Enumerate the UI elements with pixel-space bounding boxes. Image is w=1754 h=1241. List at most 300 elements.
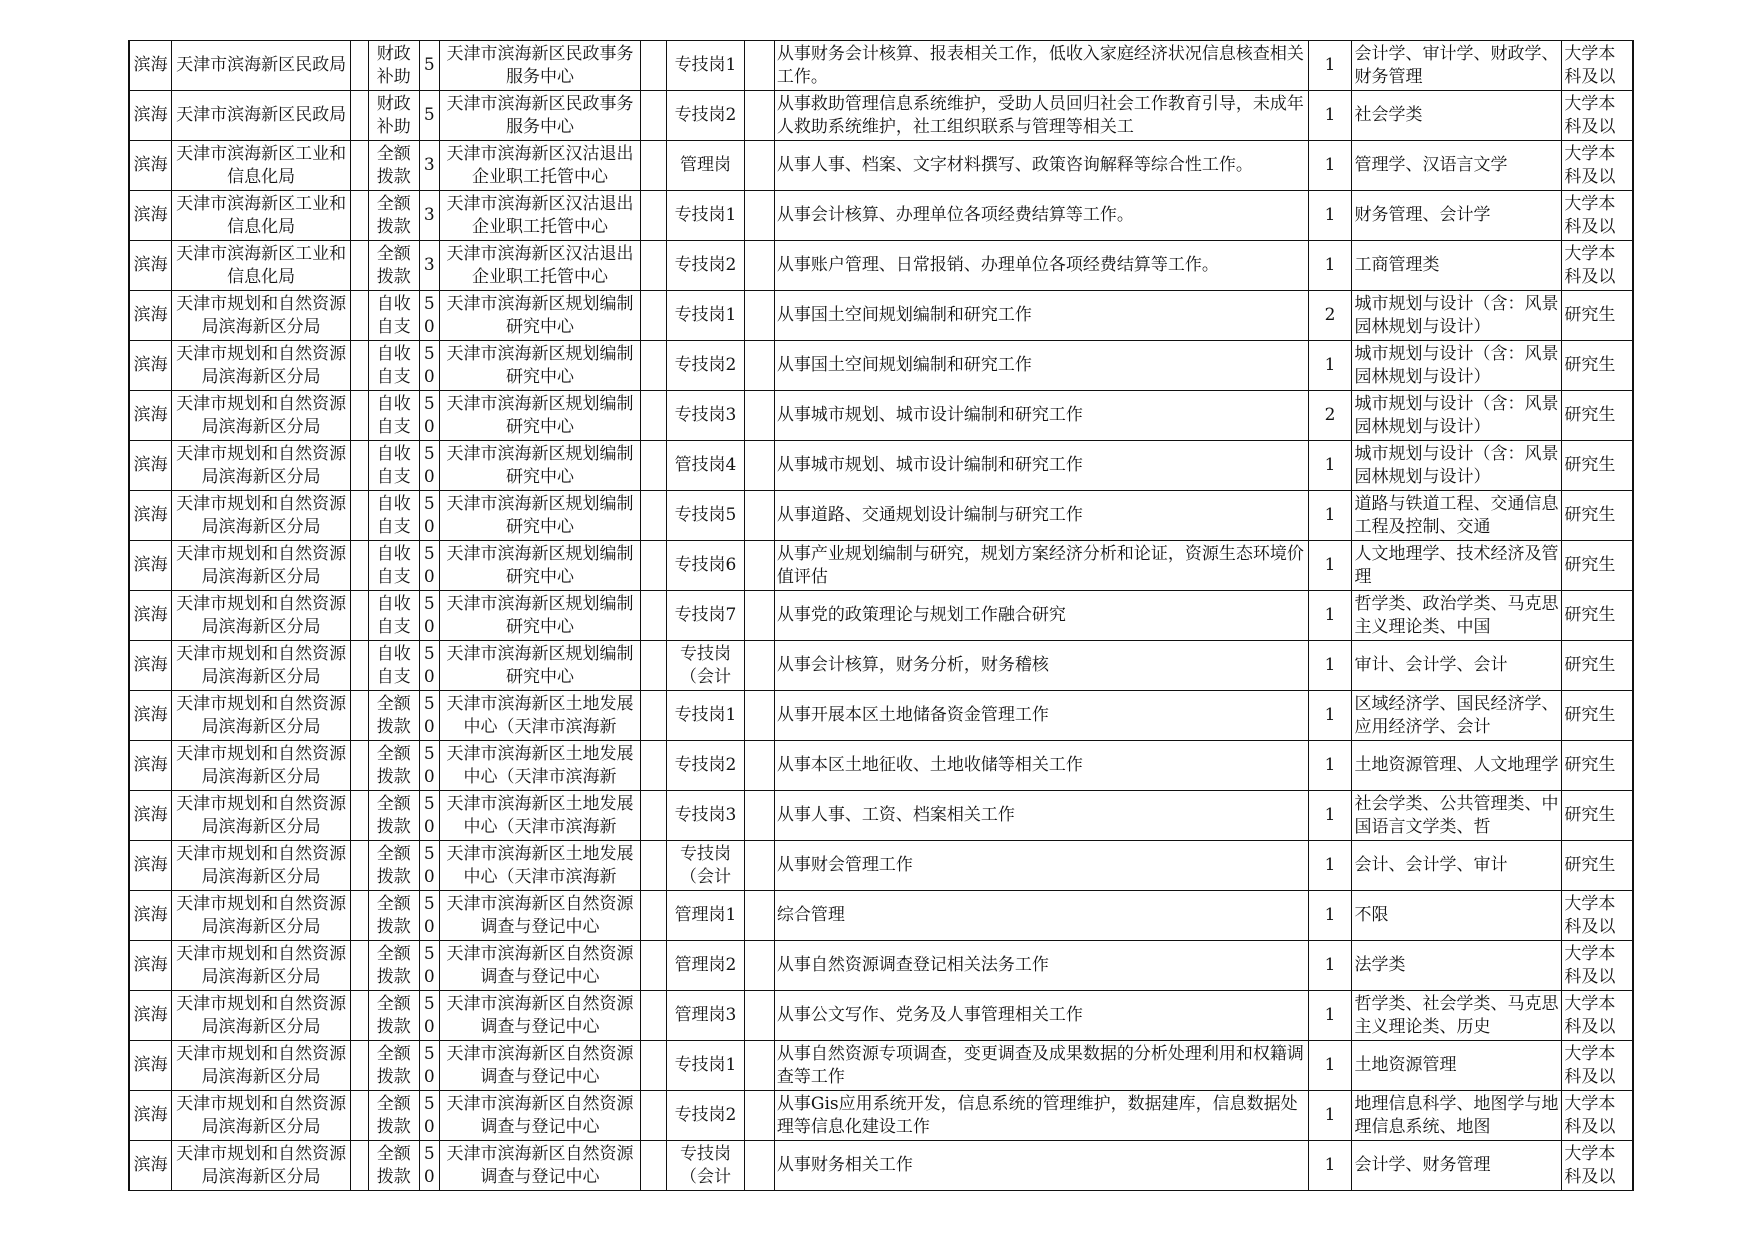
hire-count-cell bbox=[1308, 91, 1352, 141]
district-cell bbox=[129, 241, 172, 291]
funding-type-cell bbox=[368, 391, 419, 441]
education-text: 大学本科及以 bbox=[1564, 993, 1616, 1037]
table-row bbox=[129, 891, 1633, 941]
department-cell bbox=[172, 191, 351, 241]
duty-description-cell bbox=[774, 391, 1308, 441]
duty-description-cell bbox=[774, 991, 1308, 1041]
district-cell bbox=[129, 41, 172, 91]
employer-unit-cell bbox=[439, 891, 641, 941]
spacer-cell bbox=[744, 691, 774, 741]
post-name-cell bbox=[667, 341, 744, 391]
education-text: 研究生 bbox=[1564, 305, 1616, 325]
hire-count-cell bbox=[1308, 691, 1352, 741]
department-cell bbox=[172, 891, 351, 941]
hire-count-cell bbox=[1308, 741, 1352, 791]
unit-code-cell bbox=[419, 341, 439, 391]
major-requirement-cell bbox=[1352, 891, 1562, 941]
district-cell bbox=[129, 891, 172, 941]
major-requirement-text: 社会学类 bbox=[1354, 105, 1423, 125]
education-text: 大学本科及以 bbox=[1564, 1143, 1616, 1187]
employer-unit-text: 天津市滨海新区自然资源调查与登记中心 bbox=[446, 943, 634, 987]
department-cell bbox=[172, 1141, 351, 1191]
employer-unit-cell bbox=[439, 791, 641, 841]
employer-unit-text: 天津市滨海新区汉沽退出企业职工托管中心 bbox=[446, 193, 634, 237]
department-text: 天津市规划和自然资源局滨海新区分局 bbox=[176, 293, 347, 337]
table-row bbox=[129, 141, 1633, 191]
funding-type-text: 财政补助 bbox=[376, 43, 411, 87]
funding-type-cell bbox=[368, 691, 419, 741]
unit-code-text: 50 bbox=[423, 393, 435, 437]
spacer-cell bbox=[744, 741, 774, 791]
blank-cell bbox=[350, 1041, 368, 1091]
spacer-cell bbox=[641, 191, 667, 241]
unit-code-cell bbox=[419, 691, 439, 741]
hire-count-cell bbox=[1308, 591, 1352, 641]
duty-description-text: 从事会计核算，财务分析，财务稽核 bbox=[776, 655, 1049, 675]
department-cell bbox=[172, 241, 351, 291]
education-cell bbox=[1562, 1091, 1633, 1141]
funding-type-text: 自收自支 bbox=[376, 543, 411, 587]
major-requirement-cell bbox=[1352, 91, 1562, 141]
funding-type-cell bbox=[368, 1041, 419, 1091]
department-cell bbox=[172, 341, 351, 391]
spacer-cell bbox=[641, 791, 667, 841]
employer-unit-cell bbox=[439, 541, 641, 591]
hire-count-text: 1 bbox=[1324, 55, 1336, 75]
funding-type-text: 全额拨款 bbox=[376, 143, 411, 187]
funding-type-cell bbox=[368, 1141, 419, 1191]
employer-unit-cell bbox=[439, 841, 641, 891]
post-name-cell bbox=[667, 1091, 744, 1141]
department-cell bbox=[172, 841, 351, 891]
hire-count-text: 1 bbox=[1324, 1105, 1336, 1125]
table-row bbox=[129, 691, 1633, 741]
post-name-text: 管理岗 bbox=[679, 155, 731, 175]
hire-count-text: 1 bbox=[1324, 805, 1336, 825]
education-cell bbox=[1562, 1041, 1633, 1091]
employer-unit-cell bbox=[439, 491, 641, 541]
unit-code-text: 3 bbox=[423, 155, 435, 175]
unit-code-cell bbox=[419, 191, 439, 241]
unit-code-cell bbox=[419, 941, 439, 991]
spacer-cell bbox=[744, 641, 774, 691]
education-text: 研究生 bbox=[1564, 355, 1616, 375]
education-text: 大学本科及以 bbox=[1564, 193, 1616, 237]
employer-unit-cell bbox=[439, 391, 641, 441]
post-name-text: 专技岗2 bbox=[674, 255, 737, 275]
duty-description-cell bbox=[774, 191, 1308, 241]
unit-code-cell bbox=[419, 241, 439, 291]
employer-unit-text: 天津市滨海新区规划编制研究中心 bbox=[446, 493, 634, 537]
blank-cell bbox=[350, 1091, 368, 1141]
table-row bbox=[129, 741, 1633, 791]
hire-count-text: 1 bbox=[1324, 1155, 1336, 1175]
department-text: 天津市滨海新区民政局 bbox=[176, 55, 347, 75]
department-text: 天津市规划和自然资源局滨海新区分局 bbox=[176, 543, 347, 587]
district-cell bbox=[129, 741, 172, 791]
district-cell bbox=[129, 791, 172, 841]
funding-type-text: 全额拨款 bbox=[376, 743, 411, 787]
funding-type-cell bbox=[368, 41, 419, 91]
blank-cell bbox=[350, 841, 368, 891]
post-name-cell bbox=[667, 391, 744, 441]
hire-count-cell bbox=[1308, 191, 1352, 241]
department-text: 天津市规划和自然资源局滨海新区分局 bbox=[176, 743, 347, 787]
major-requirement-cell bbox=[1352, 391, 1562, 441]
hire-count-text: 1 bbox=[1324, 505, 1336, 525]
education-text: 研究生 bbox=[1564, 455, 1616, 475]
district-text: 滨海 bbox=[133, 805, 168, 825]
blank-cell bbox=[350, 541, 368, 591]
unit-code-cell bbox=[419, 491, 439, 541]
unit-code-text: 50 bbox=[423, 1043, 435, 1087]
major-requirement-cell bbox=[1352, 1141, 1562, 1191]
education-cell bbox=[1562, 391, 1633, 441]
duty-description-text: 从事党的政策理论与规划工作融合研究 bbox=[776, 605, 1066, 625]
spacer-cell bbox=[744, 1091, 774, 1141]
blank-cell bbox=[350, 241, 368, 291]
funding-type-text: 全额拨款 bbox=[376, 943, 411, 987]
employer-unit-cell bbox=[439, 641, 641, 691]
district-text: 滨海 bbox=[133, 705, 168, 725]
major-requirement-text: 会计、会计学、审计 bbox=[1354, 855, 1508, 875]
post-name-text: 专技岗1 bbox=[674, 305, 737, 325]
spacer-cell bbox=[641, 441, 667, 491]
duty-description-text: 从事公文写作、党务及人事管理相关工作 bbox=[776, 1005, 1083, 1025]
unit-code-cell bbox=[419, 441, 439, 491]
post-name-cell bbox=[667, 291, 744, 341]
major-requirement-cell bbox=[1352, 1091, 1562, 1141]
spacer-cell bbox=[744, 541, 774, 591]
department-cell bbox=[172, 741, 351, 791]
major-requirement-text: 区域经济学、国民经济学、应用经济学、会计 bbox=[1354, 693, 1559, 737]
funding-type-text: 自收自支 bbox=[376, 643, 411, 687]
district-cell bbox=[129, 191, 172, 241]
duty-description-text: 从事城市规划、城市设计编制和研究工作 bbox=[776, 455, 1083, 475]
district-cell bbox=[129, 491, 172, 541]
duty-description-cell bbox=[774, 491, 1308, 541]
hire-count-cell bbox=[1308, 341, 1352, 391]
table-row bbox=[129, 91, 1633, 141]
department-text: 天津市规划和自然资源局滨海新区分局 bbox=[176, 493, 347, 537]
spacer-cell bbox=[641, 41, 667, 91]
employer-unit-cell bbox=[439, 591, 641, 641]
department-text: 天津市规划和自然资源局滨海新区分局 bbox=[176, 693, 347, 737]
unit-code-cell bbox=[419, 641, 439, 691]
post-name-text: 专技岗2 bbox=[674, 755, 737, 775]
funding-type-cell bbox=[368, 991, 419, 1041]
post-name-text: 专技岗（会计 bbox=[679, 843, 731, 887]
unit-code-cell bbox=[419, 841, 439, 891]
major-requirement-text: 社会学类、公共管理类、中国语言文学类、哲 bbox=[1354, 793, 1559, 837]
education-cell bbox=[1562, 541, 1633, 591]
education-text: 研究生 bbox=[1564, 655, 1616, 675]
major-requirement-cell bbox=[1352, 691, 1562, 741]
department-cell bbox=[172, 91, 351, 141]
hire-count-text: 1 bbox=[1324, 355, 1336, 375]
major-requirement-text: 土地资源管理、人文地理学 bbox=[1354, 755, 1559, 775]
funding-type-cell bbox=[368, 841, 419, 891]
major-requirement-cell bbox=[1352, 541, 1562, 591]
major-requirement-text: 城市规划与设计（含：风景园林规划与设计） bbox=[1354, 293, 1559, 337]
unit-code-text: 50 bbox=[423, 693, 435, 737]
hire-count-text: 1 bbox=[1324, 855, 1336, 875]
funding-type-cell bbox=[368, 441, 419, 491]
post-name-text: 专技岗（会计 bbox=[679, 1143, 731, 1187]
education-text: 大学本科及以 bbox=[1564, 243, 1616, 287]
unit-code-text: 5 bbox=[423, 105, 435, 125]
table-row bbox=[129, 1091, 1633, 1141]
department-text: 天津市规划和自然资源局滨海新区分局 bbox=[176, 643, 347, 687]
spacer-cell bbox=[744, 41, 774, 91]
education-cell bbox=[1562, 941, 1633, 991]
post-name-cell bbox=[667, 641, 744, 691]
department-text: 天津市规划和自然资源局滨海新区分局 bbox=[176, 993, 347, 1037]
major-requirement-text: 城市规划与设计（含：风景园林规划与设计） bbox=[1354, 343, 1559, 387]
funding-type-text: 自收自支 bbox=[376, 593, 411, 637]
unit-code-cell bbox=[419, 41, 439, 91]
post-name-text: 专技岗5 bbox=[674, 505, 737, 525]
duty-description-text: 从事财务会计核算、报表相关工作，低收入家庭经济状况信息核查相关工作。 bbox=[776, 43, 1304, 87]
blank-cell bbox=[350, 891, 368, 941]
unit-code-cell bbox=[419, 591, 439, 641]
duty-description-cell bbox=[774, 891, 1308, 941]
education-text: 研究生 bbox=[1564, 705, 1616, 725]
blank-cell bbox=[350, 991, 368, 1041]
duty-description-text: 从事城市规划、城市设计编制和研究工作 bbox=[776, 405, 1083, 425]
duty-description-cell bbox=[774, 341, 1308, 391]
blank-cell bbox=[350, 391, 368, 441]
recruitment-table bbox=[128, 40, 1634, 1191]
spacer-cell bbox=[641, 141, 667, 191]
funding-type-cell bbox=[368, 891, 419, 941]
funding-type-cell bbox=[368, 791, 419, 841]
education-cell bbox=[1562, 291, 1633, 341]
spacer-cell bbox=[641, 591, 667, 641]
duty-description-text: 从事国土空间规划编制和研究工作 bbox=[776, 355, 1032, 375]
hire-count-text: 1 bbox=[1324, 155, 1336, 175]
blank-cell bbox=[350, 591, 368, 641]
major-requirement-cell bbox=[1352, 191, 1562, 241]
blank-cell bbox=[350, 941, 368, 991]
education-text: 研究生 bbox=[1564, 855, 1616, 875]
employer-unit-cell bbox=[439, 991, 641, 1041]
unit-code-cell bbox=[419, 1041, 439, 1091]
district-cell bbox=[129, 341, 172, 391]
funding-type-cell bbox=[368, 491, 419, 541]
spacer-cell bbox=[744, 341, 774, 391]
major-requirement-text: 道路与铁道工程、交通信息工程及控制、交通 bbox=[1354, 493, 1559, 537]
department-text: 天津市规划和自然资源局滨海新区分局 bbox=[176, 393, 347, 437]
funding-type-cell bbox=[368, 591, 419, 641]
employer-unit-cell bbox=[439, 441, 641, 491]
district-text: 滨海 bbox=[133, 1005, 168, 1025]
blank-cell bbox=[350, 641, 368, 691]
employer-unit-text: 天津市滨海新区民政事务服务中心 bbox=[446, 43, 634, 87]
funding-type-text: 全额拨款 bbox=[376, 693, 411, 737]
post-name-text: 管理岗3 bbox=[674, 1005, 737, 1025]
post-name-cell bbox=[667, 791, 744, 841]
spacer-cell bbox=[744, 91, 774, 141]
hire-count-cell bbox=[1308, 541, 1352, 591]
funding-type-text: 全额拨款 bbox=[376, 243, 411, 287]
blank-cell bbox=[350, 41, 368, 91]
post-name-cell bbox=[667, 141, 744, 191]
employer-unit-text: 天津市滨海新区规划编制研究中心 bbox=[446, 643, 634, 687]
employer-unit-text: 天津市滨海新区汉沽退出企业职工托管中心 bbox=[446, 143, 634, 187]
funding-type-cell bbox=[368, 141, 419, 191]
table-row bbox=[129, 41, 1633, 91]
major-requirement-text: 土地资源管理 bbox=[1354, 1055, 1457, 1075]
blank-cell bbox=[350, 191, 368, 241]
department-cell bbox=[172, 791, 351, 841]
spacer-cell bbox=[641, 541, 667, 591]
district-text: 滨海 bbox=[133, 155, 168, 175]
major-requirement-text: 不限 bbox=[1354, 905, 1389, 925]
table-row bbox=[129, 391, 1633, 441]
hire-count-cell bbox=[1308, 641, 1352, 691]
education-text: 大学本科及以 bbox=[1564, 1043, 1616, 1087]
education-text: 研究生 bbox=[1564, 505, 1616, 525]
post-name-text: 专技岗1 bbox=[674, 205, 737, 225]
table-row bbox=[129, 641, 1633, 691]
funding-type-cell bbox=[368, 91, 419, 141]
duty-description-text: 从事国土空间规划编制和研究工作 bbox=[776, 305, 1032, 325]
education-text: 大学本科及以 bbox=[1564, 1093, 1616, 1137]
district-cell bbox=[129, 1141, 172, 1191]
hire-count-text: 2 bbox=[1324, 405, 1336, 425]
funding-type-cell bbox=[368, 191, 419, 241]
spacer-cell bbox=[641, 1091, 667, 1141]
blank-cell bbox=[350, 491, 368, 541]
employer-unit-text: 天津市滨海新区规划编制研究中心 bbox=[446, 543, 634, 587]
employer-unit-text: 天津市滨海新区土地发展中心（天津市滨海新 bbox=[446, 793, 634, 837]
funding-type-cell bbox=[368, 241, 419, 291]
district-cell bbox=[129, 991, 172, 1041]
hire-count-text: 1 bbox=[1324, 255, 1336, 275]
department-cell bbox=[172, 541, 351, 591]
major-requirement-text: 会计学、审计学、财政学、财务管理 bbox=[1354, 43, 1559, 87]
unit-code-text: 3 bbox=[423, 255, 435, 275]
department-cell bbox=[172, 641, 351, 691]
funding-type-text: 自收自支 bbox=[376, 443, 411, 487]
post-name-text: 专技岗2 bbox=[674, 1105, 737, 1125]
education-cell bbox=[1562, 341, 1633, 391]
spacer-cell bbox=[641, 741, 667, 791]
post-name-text: 专技岗2 bbox=[674, 355, 737, 375]
major-requirement-text: 人文地理学、技术经济及管理 bbox=[1354, 543, 1559, 587]
department-cell bbox=[172, 41, 351, 91]
funding-type-cell bbox=[368, 941, 419, 991]
district-text: 滨海 bbox=[133, 305, 168, 325]
blank-cell bbox=[350, 1141, 368, 1191]
major-requirement-cell bbox=[1352, 591, 1562, 641]
hire-count-cell bbox=[1308, 941, 1352, 991]
district-text: 滨海 bbox=[133, 255, 168, 275]
spacer-cell bbox=[641, 641, 667, 691]
funding-type-text: 全额拨款 bbox=[376, 793, 411, 837]
employer-unit-text: 天津市滨海新区规划编制研究中心 bbox=[446, 593, 634, 637]
hire-count-cell bbox=[1308, 841, 1352, 891]
spacer-cell bbox=[641, 391, 667, 441]
spacer-cell bbox=[641, 891, 667, 941]
post-name-text: 专技岗1 bbox=[674, 705, 737, 725]
major-requirement-text: 会计学、财务管理 bbox=[1354, 1155, 1491, 1175]
spacer-cell bbox=[641, 291, 667, 341]
department-cell bbox=[172, 291, 351, 341]
education-text: 大学本科及以 bbox=[1564, 93, 1616, 137]
district-cell bbox=[129, 691, 172, 741]
education-cell bbox=[1562, 591, 1633, 641]
education-text: 研究生 bbox=[1564, 555, 1616, 575]
district-cell bbox=[129, 141, 172, 191]
duty-description-cell bbox=[774, 141, 1308, 191]
employer-unit-text: 天津市滨海新区自然资源调查与登记中心 bbox=[446, 1093, 634, 1137]
department-text: 天津市滨海新区民政局 bbox=[176, 105, 347, 125]
table-row bbox=[129, 791, 1633, 841]
spacer-cell bbox=[744, 591, 774, 641]
employer-unit-cell bbox=[439, 941, 641, 991]
major-requirement-cell bbox=[1352, 741, 1562, 791]
duty-description-text: 从事本区土地征收、土地收储等相关工作 bbox=[776, 755, 1083, 775]
hire-count-text: 1 bbox=[1324, 655, 1336, 675]
unit-code-text: 50 bbox=[423, 943, 435, 987]
hire-count-text: 1 bbox=[1324, 705, 1336, 725]
post-name-text: 专技岗6 bbox=[674, 555, 737, 575]
duty-description-text: 综合管理 bbox=[776, 905, 845, 925]
post-name-cell bbox=[667, 841, 744, 891]
spacer-cell bbox=[641, 991, 667, 1041]
employer-unit-text: 天津市滨海新区自然资源调查与登记中心 bbox=[446, 893, 634, 937]
unit-code-cell bbox=[419, 891, 439, 941]
spacer-cell bbox=[744, 441, 774, 491]
education-cell bbox=[1562, 841, 1633, 891]
district-cell bbox=[129, 941, 172, 991]
employer-unit-cell bbox=[439, 141, 641, 191]
education-cell bbox=[1562, 691, 1633, 741]
department-text: 天津市滨海新区工业和信息化局 bbox=[176, 143, 347, 187]
duty-description-text: 从事人事、档案、文字材料撰写、政策咨询解释等综合性工作。 bbox=[776, 155, 1253, 175]
table-row bbox=[129, 441, 1633, 491]
employer-unit-cell bbox=[439, 741, 641, 791]
duty-description-text: 从事开展本区土地储备资金管理工作 bbox=[776, 705, 1049, 725]
hire-count-cell bbox=[1308, 141, 1352, 191]
employer-unit-text: 天津市滨海新区规划编制研究中心 bbox=[446, 343, 634, 387]
department-cell bbox=[172, 591, 351, 641]
employer-unit-text: 天津市滨海新区土地发展中心（天津市滨海新 bbox=[446, 743, 634, 787]
duty-description-cell bbox=[774, 541, 1308, 591]
post-name-cell bbox=[667, 241, 744, 291]
hire-count-text: 1 bbox=[1324, 555, 1336, 575]
district-text: 滨海 bbox=[133, 1105, 168, 1125]
spacer-cell bbox=[744, 391, 774, 441]
post-name-cell bbox=[667, 491, 744, 541]
unit-code-cell bbox=[419, 991, 439, 1041]
hire-count-cell bbox=[1308, 391, 1352, 441]
unit-code-text: 50 bbox=[423, 543, 435, 587]
major-requirement-text: 管理学、汉语言文学 bbox=[1354, 155, 1508, 175]
major-requirement-cell bbox=[1352, 841, 1562, 891]
district-cell bbox=[129, 91, 172, 141]
education-text: 研究生 bbox=[1564, 605, 1616, 625]
duty-description-text: 从事财务相关工作 bbox=[776, 1155, 913, 1175]
post-name-cell bbox=[667, 91, 744, 141]
unit-code-cell bbox=[419, 541, 439, 591]
major-requirement-text: 哲学类、政治学类、马克思主义理论类、中国 bbox=[1354, 593, 1559, 637]
post-name-text: 专技岗1 bbox=[674, 1055, 737, 1075]
blank-cell bbox=[350, 741, 368, 791]
post-name-cell bbox=[667, 591, 744, 641]
